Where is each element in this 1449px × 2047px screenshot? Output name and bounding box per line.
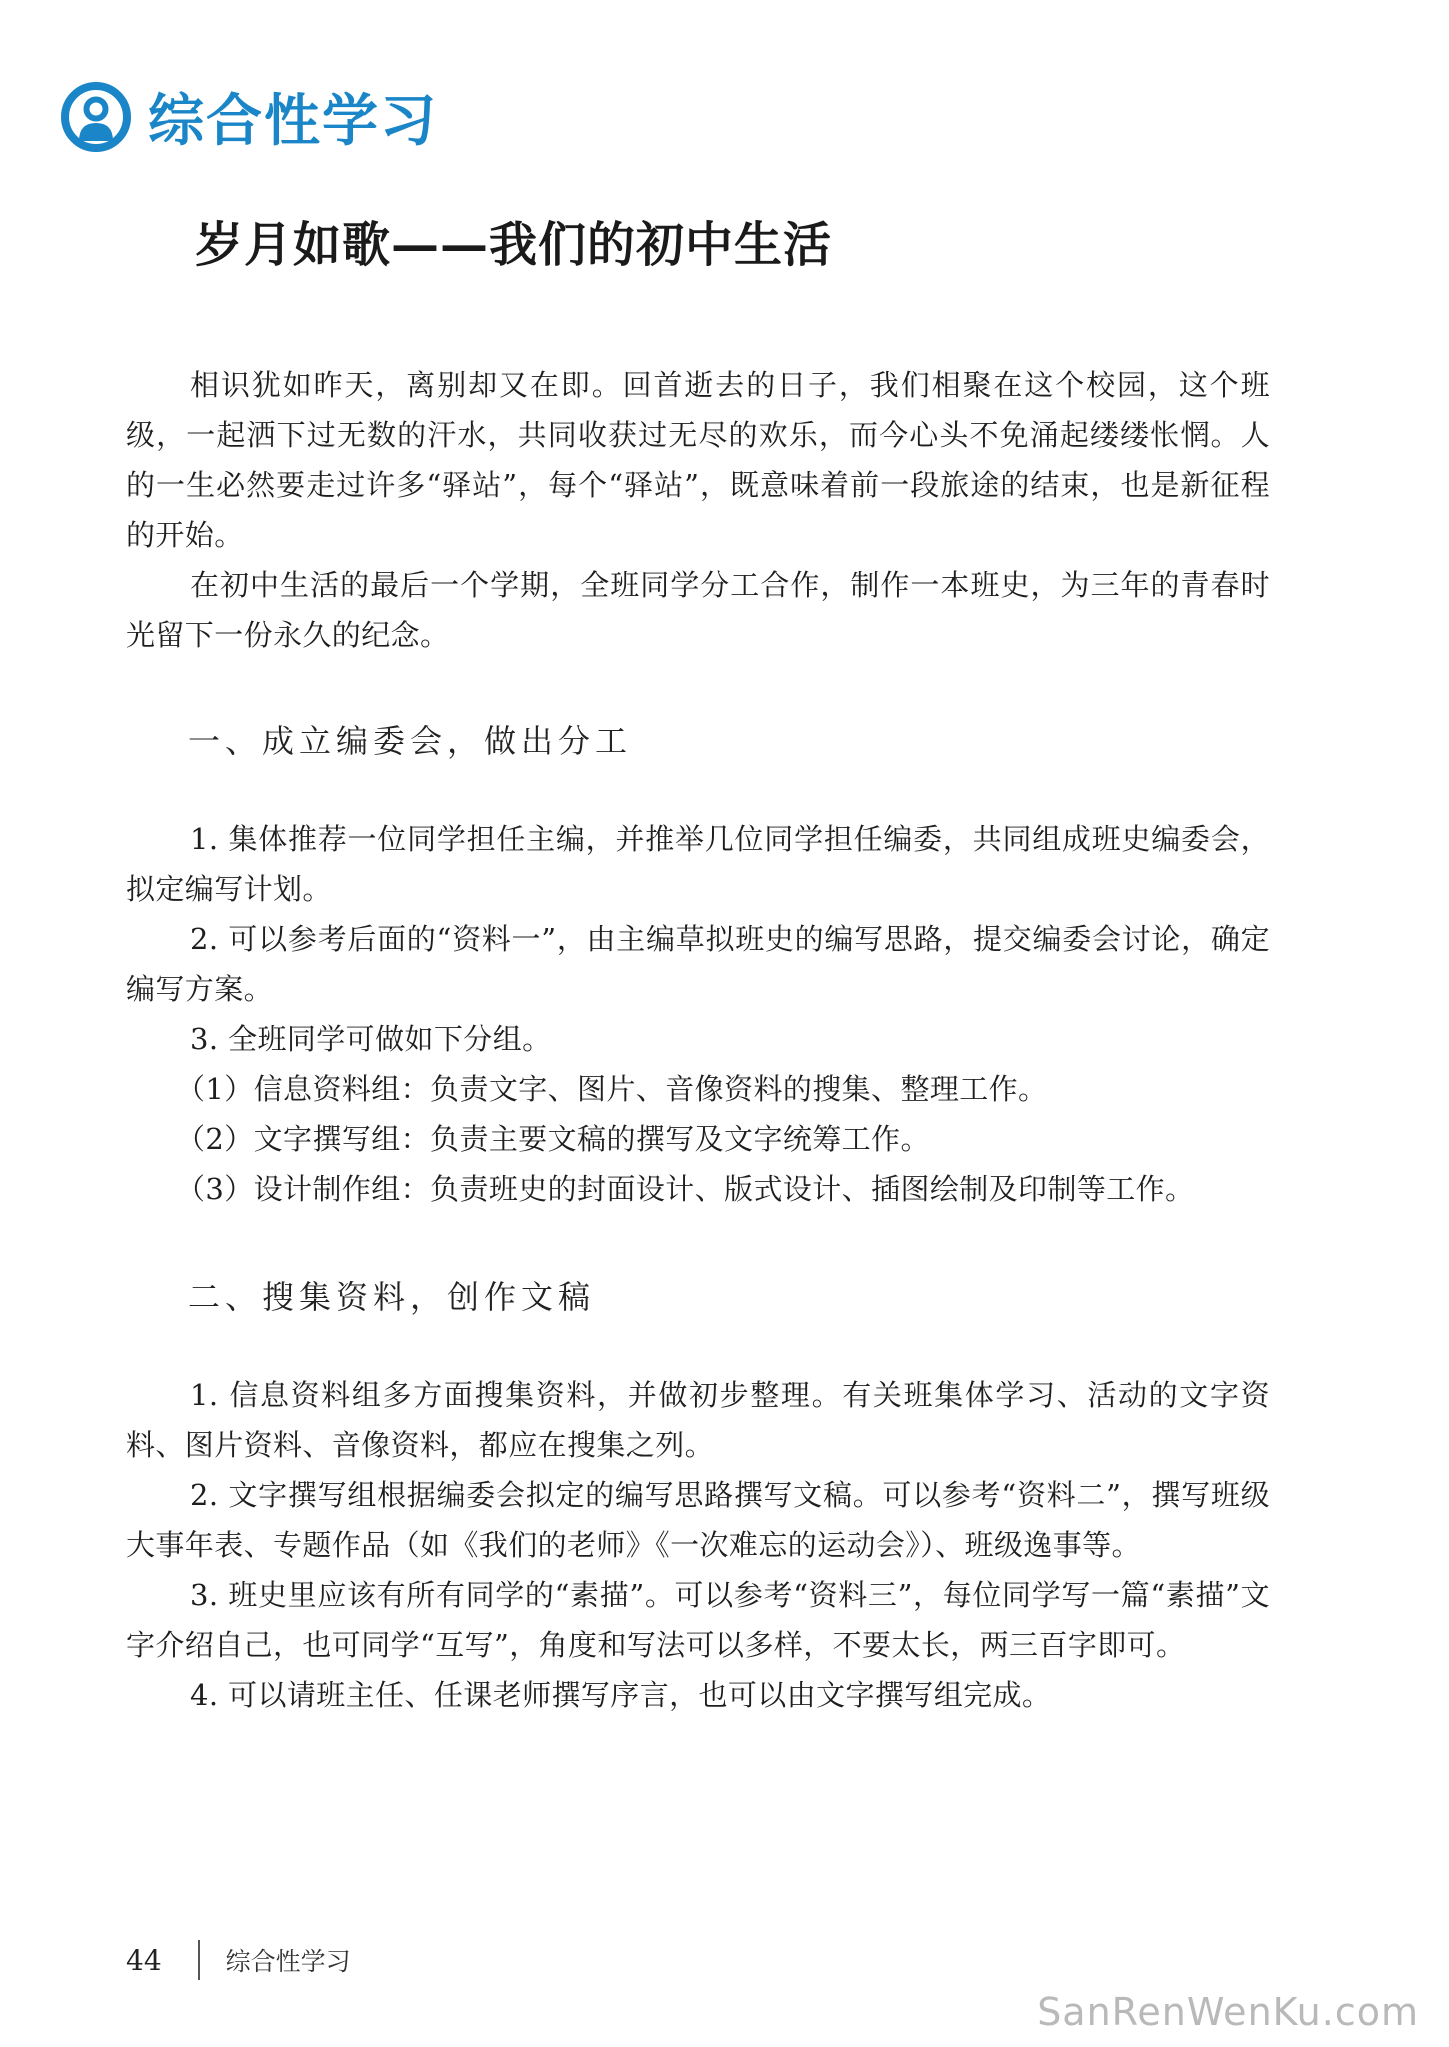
sub-list-item: （2）文字撰写组：负责主要文稿的撰写及文字统筹工作。: [176, 1122, 930, 1156]
section-heading-1: 一、成立编委会，做出分工: [188, 722, 633, 760]
watermark: SanRenWenKu.com: [1037, 1990, 1419, 2034]
sub-list-item: （3）设计制作组：负责班史的封面设计、版式设计、插图绘制及印制等工作。: [176, 1172, 1195, 1206]
list-item: 1. 信息资料组多方面搜集资料，并做初步整理。有关班集体学习、活动的文字资料、图片资料、音像资料，都应在搜集之列。: [126, 1378, 1270, 1462]
footer-divider: [198, 1940, 200, 1980]
section-2-list: [126, 1370, 1270, 1720]
intro-paragraph: 在初中生活的最后一个学期，全班同学分工合作，制作一本班史，为三年的青春时光留下一份永久的纪念。: [126, 568, 1270, 652]
list-item: 2. 文字撰写组根据编委会拟定的编写思路撰写文稿。可以参考“资料二”，撰写班级大事年表、专题作品（如《我们的老师》《一次难忘的运动会》）、班级逸事等。: [126, 1478, 1270, 1562]
section-header: [60, 72, 438, 162]
article-title: 岁月如歌——我们的初中生活: [195, 217, 833, 273]
page-footer: [126, 1938, 351, 1982]
list-item: 2. 可以参考后面的“资料一”，由主编草拟班史的编写思路，提交编委会讨论，确定编写方案。: [126, 922, 1270, 1006]
list-item: 4. 可以请班主任、任课老师撰写序言，也可以由文字撰写组完成。: [190, 1678, 1052, 1712]
intro-text: [126, 360, 1270, 660]
list-item: 1. 集体推荐一位同学担任主编，并推举几位同学担任编委，共同组成班史编委会，拟定编写计划。: [126, 822, 1270, 906]
section-heading-2: 二、搜集资料，创作文稿: [188, 1278, 596, 1316]
footer-label: 综合性学习: [225, 1947, 351, 1976]
section-header-title: 综合性学习: [148, 89, 438, 154]
section-1-list: [126, 814, 1270, 1214]
person-circle-icon: [60, 81, 132, 153]
sub-list-item: （1）信息资料组：负责文字、图片、音像资料的搜集、整理工作。: [176, 1072, 1048, 1106]
list-item: 3. 班史里应该有所有同学的“素描”。可以参考“资料三”，每位同学写一篇“素描”文字介绍自己，也可同学“互写”，角度和写法可以多样，不要太长，两三百字即可。: [126, 1578, 1270, 1662]
page-number: 44: [126, 1943, 162, 1977]
intro-paragraph: 相识犹如昨天，离别却又在即。回首逝去的日子，我们相聚在这个校园，这个班级，一起洒下过无数的汗水，共同收获过无尽的欢乐，而今心头不免涌起缕缕怅惘。人的一生必然要走过许多“驿站”，每个“驿站”，既意味着前一段旅途的结束，也是新征程的开始。: [126, 368, 1270, 552]
list-item: 3. 全班同学可做如下分组。: [190, 1022, 552, 1056]
